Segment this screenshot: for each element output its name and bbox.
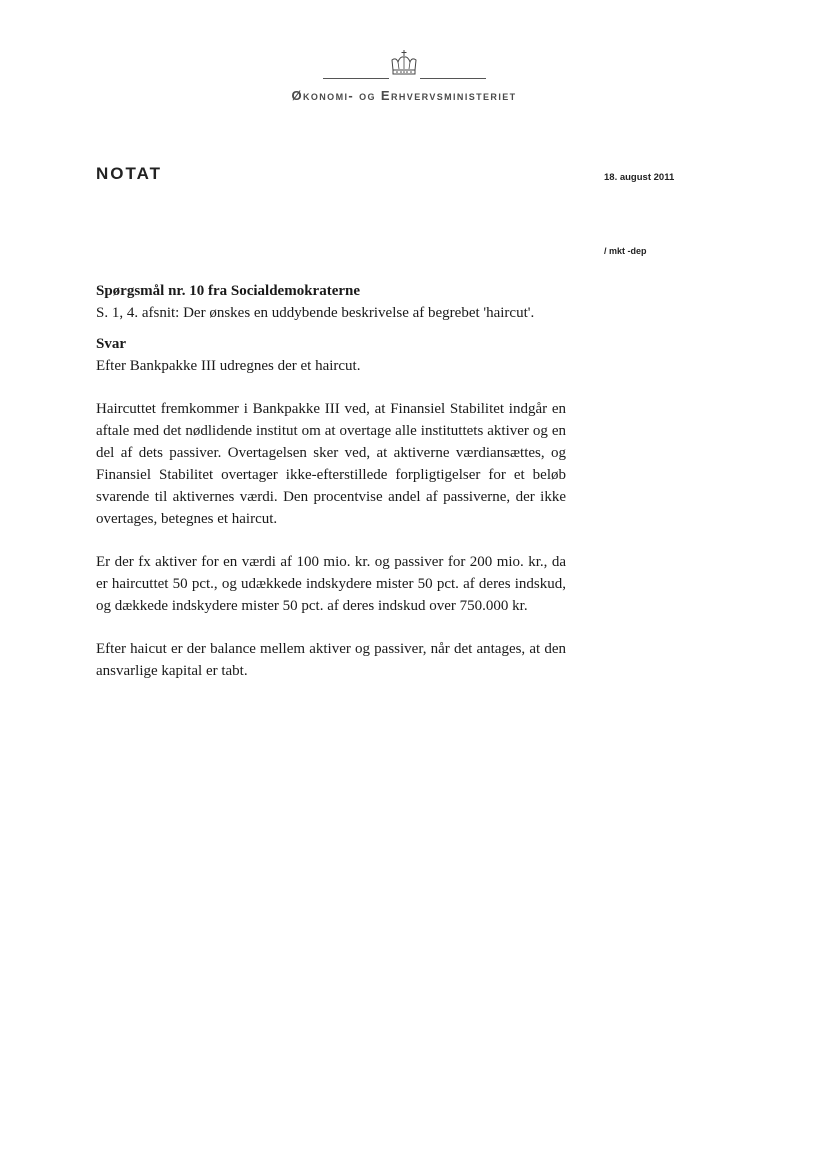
document-body bbox=[96, 280, 566, 682]
question-text: S. 1, 4. afsnit: Der ønskes en uddybende beskrivelse af begrebet 'haircut'. bbox=[96, 305, 535, 321]
ministry-name: Økonomi- og Erhvervsministeriet bbox=[291, 88, 517, 103]
letterhead-rule-left bbox=[323, 78, 389, 79]
answer-heading: Svar bbox=[96, 336, 126, 352]
answer-paragraph: Haircuttet fremkommer i Bankpakke III ved, at Finansiel Stabilitet indgår en aftale med det nødlidende institut om at overtage alle instituttets aktiver og en del af dets passiver. Overtagelsen sker ved, at aktiverne værdiansættes, og Finansiel Stabilitet overtager ikke-efterstillede forpligtigelser for et beløb svarende til aktivernes værdi. Den procentvise andel af passiverne, der ikke overtages, betegnes et haircut. bbox=[96, 401, 566, 527]
document-type: NOTAT bbox=[96, 164, 163, 183]
answer-paragraph: Efter haicut er der balance mellem aktiver og passiver, når det antages, at den ansvarlige kapital er tabt. bbox=[96, 641, 566, 679]
document-date: 18. august 2011 bbox=[604, 172, 675, 183]
answer-paragraph: Er der fx aktiver for en værdi af 100 mio. kr. og passiver for 200 mio. kr., da er haircuttet 50 pct., og udækkede indskydere mister 50 pct. af deres indskud, og dækkede indskydere mister 50 pct. af deres indskud over 750.000 kr. bbox=[96, 554, 566, 614]
answer-intro: Efter Bankpakke III udregnes der et haircut. bbox=[96, 358, 361, 374]
question-heading: Spørgsmål nr. 10 fra Socialdemokraterne bbox=[96, 283, 361, 299]
crown-icon bbox=[387, 48, 421, 78]
letterhead-rule-right bbox=[420, 78, 486, 79]
document-reference: / mkt -dep bbox=[604, 246, 647, 256]
